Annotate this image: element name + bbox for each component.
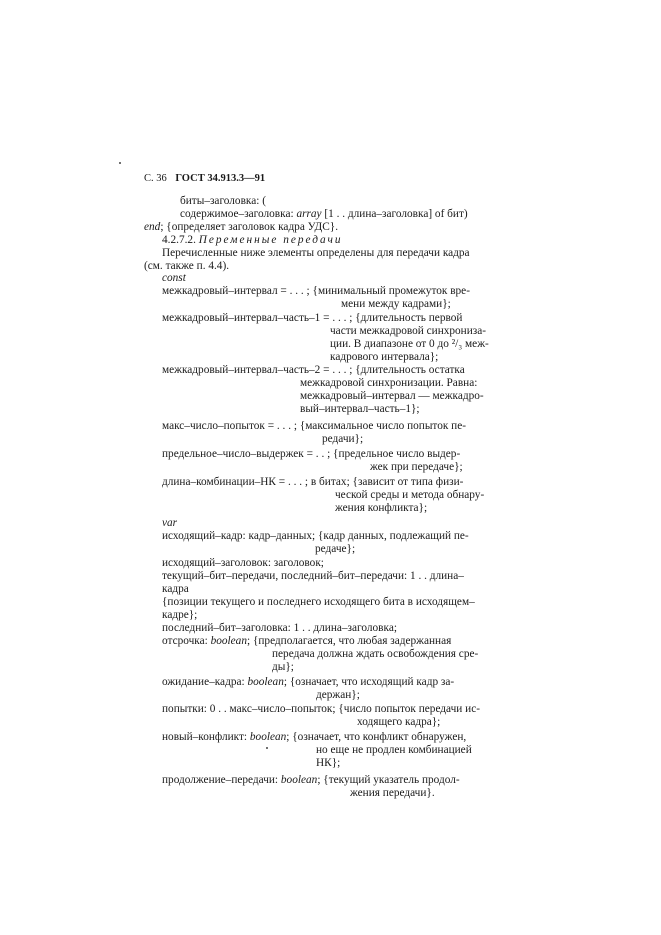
text-line: последний–бит–заголовка: 1 . . длина–заголовка; xyxy=(162,622,397,634)
keyword-const: const xyxy=(162,272,186,284)
text-line: НК}; xyxy=(316,757,341,769)
text-line: межкадровой синхронизации. Равна: xyxy=(300,377,478,389)
text-line: передача должна ждать освобождения сре- xyxy=(272,648,479,660)
page-header xyxy=(144,172,265,185)
text-line: ожидание–кадра: boolean; {означает, что исходящий кадр за- xyxy=(162,676,455,688)
text-line: {позиции текущего и последнего исходящего бита в исходящем– xyxy=(162,596,475,608)
text-line: вый–интервал–часть–1}; xyxy=(300,403,420,415)
text-line: исходящий–заголовок: заголовок; xyxy=(162,557,324,569)
text-line: кадра xyxy=(162,583,189,595)
text-line: ческой среды и метода обнару- xyxy=(335,489,485,501)
text-line: предельное–число–выдержек = . . ; {предельное число выдер- xyxy=(162,448,461,460)
standard-code: ГОСТ 34.913.3—91 xyxy=(175,173,266,184)
page-number: С. 36 xyxy=(144,173,167,184)
text-line: межкадровый–интервал = . . . ; {минимальный промежуток вре- xyxy=(162,285,470,297)
text-line: части межкадровой синхрониза- xyxy=(330,325,487,337)
text-line: жения конфликта}; xyxy=(335,502,428,514)
text-line: межкадровый–интервал–часть–2 = . . . ; {длительность остатка xyxy=(162,364,465,376)
text-line: но еще не продлен комбинацией xyxy=(316,744,472,756)
text-line: жек при передаче}; xyxy=(370,461,463,473)
stray-dot xyxy=(119,162,121,164)
text-line: Перечисленные ниже элементы определены для передачи кадра xyxy=(162,247,470,259)
text-line: макс–число–попыток = . . . ; {максимальное число попыток пе- xyxy=(162,420,466,432)
text-line: мени между кадрами}; xyxy=(341,298,451,310)
text-line: жения передачи}. xyxy=(350,787,435,799)
text-line: (см. также п. 4.4). xyxy=(144,260,230,272)
keyword-var: var xyxy=(162,517,178,529)
text-line: ходящего кадра}; xyxy=(357,716,441,728)
text-line: межкадровый–интервал–часть–1 = . . . ; {длительность первой xyxy=(162,312,463,324)
text-line: кадрового интервала}; xyxy=(330,351,439,363)
section-heading: 4.2.7.2. Переменные передачи xyxy=(162,234,343,246)
text-line: межкадровый–интервал — межкадро- xyxy=(300,390,484,402)
text-line: биты–заголовка: ( xyxy=(180,195,266,207)
text-line: держан}; xyxy=(316,689,360,701)
text-line: продолжение–передачи: boolean; {текущий указатель продол- xyxy=(162,774,460,786)
text-line: длина–комбинации–НК = . . . ; в битах; {зависит от типа физи- xyxy=(162,476,464,488)
text-line: редаче}; xyxy=(315,543,356,555)
text-line: ды}; xyxy=(272,661,294,673)
text-line: исходящий–кадр: кадр–данных; {кадр данных, подлежащий пе- xyxy=(162,530,469,542)
text-line: кадре}; xyxy=(162,609,198,621)
text-line: новый–конфликт: boolean; {означает, что конфликт обнаружен, xyxy=(162,731,467,743)
stray-dot xyxy=(266,747,268,749)
text-line: попытки: 0 . . макс–число–попыток; {число попыток передачи ис- xyxy=(162,703,480,715)
text-line: отсрочка: boolean; {предполагается, что любая задержанная xyxy=(162,635,452,647)
text-line: ции. В диапазоне от 0 до ²/₃ меж- xyxy=(330,338,489,350)
text-line: редачи}; xyxy=(322,433,364,445)
text-line: текущий–бит–передачи, последний–бит–передачи: 1 . . длина– xyxy=(162,570,464,582)
text-line: end; {определяет заголовок кадра УДС}. xyxy=(144,221,339,233)
text-line: содержимое–заголовка: array [1 . . длина–заголовка] of бит) xyxy=(180,208,468,220)
